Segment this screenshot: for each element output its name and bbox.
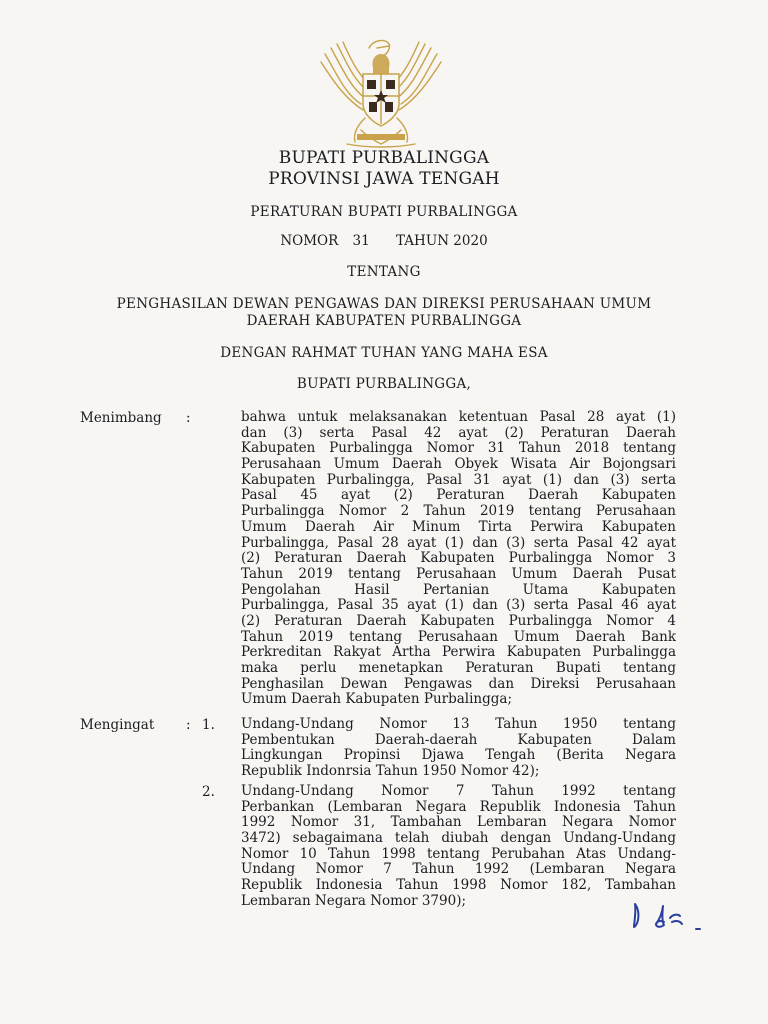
mengingat-line: Perbankan (Lembaran Negara Republik Indonesia Tahun bbox=[241, 799, 676, 815]
menimbang-line: maka perlu menetapkan Peraturan Bupati tentang bbox=[241, 661, 676, 676]
menimbang-colon: : bbox=[186, 410, 191, 426]
about-heading: TENTANG bbox=[347, 264, 421, 280]
menimbang-paragraph bbox=[241, 410, 676, 708]
menimbang-line: bahwa untuk melaksanakan ketentuan Pasal 28 ayat (1) bbox=[241, 410, 676, 425]
menimbang-line: Umum Daerah Kabupaten Purbalingga; bbox=[241, 692, 513, 708]
mengingat-line: Undang-Undang Nomor 13 Tahun 1950 tentang bbox=[241, 717, 676, 732]
menimbang-line: Perkreditan Rakyat Artha Perwira Kabupaten Purbalingga bbox=[241, 645, 676, 661]
blessing-line: DENGAN RAHMAT TUHAN YANG MAHA ESA bbox=[220, 345, 548, 361]
garuda-emblem bbox=[317, 34, 445, 152]
province-title: PROVINSI JAWA TENGAH bbox=[268, 169, 500, 189]
mengingat-line: Republik Indonrsia Tahun 1950 Nomor 42); bbox=[241, 764, 540, 780]
regulation-number bbox=[0, 233, 768, 249]
subject-line-2: DAERAH KABUPATEN PURBALINGGA bbox=[246, 313, 522, 329]
mengingat-line: 1992 Nomor 31, Tambahan Lembaran Negara Nomor bbox=[241, 815, 676, 831]
mengingat-item-2 bbox=[241, 784, 676, 910]
menimbang-line: Purbalingga, Pasal 35 ayat (1) dan (3) serta Pasal 46 ayat bbox=[241, 598, 676, 614]
mengingat-item-1 bbox=[241, 717, 676, 780]
mengingat-line: Undang Nomor 7 Tahun 1992 (Lembaran Negara bbox=[241, 862, 676, 878]
mengingat-line: Pembentukan Daerah-daerah Kabupaten Dalam bbox=[241, 732, 676, 748]
mengingat-colon: : bbox=[186, 717, 191, 733]
regent-title: BUPATI PURBALINGGA bbox=[278, 148, 490, 168]
mengingat-line: Undang-Undang Nomor 7 Tahun 1992 tentang bbox=[241, 784, 676, 799]
issuer-line: BUPATI PURBALINGGA, bbox=[296, 376, 472, 392]
number-label: NOMOR bbox=[280, 233, 339, 249]
menimbang-line: Tahun 2019 tentang Perusahaan Umum Daerah Pusat bbox=[241, 566, 676, 582]
mengingat-line: Republik Indonesia Tahun 1998 Nomor 182, Tambahan bbox=[241, 878, 676, 894]
mengingat-line: Nomor 10 Tahun 1998 tentang Perubahan Atas Undang- bbox=[241, 846, 676, 862]
year-label: TAHUN 2020 bbox=[396, 233, 488, 249]
menimbang-line: Pengolahan Hasil Pertanian Utama Kabupaten bbox=[241, 582, 676, 598]
menimbang-line: Pasal 45 ayat (2) Peraturan Daerah Kabupaten bbox=[241, 488, 676, 504]
menimbang-line: Penghasilan Dewan Pengawas dan Direksi Perusahaan bbox=[241, 676, 676, 692]
menimbang-line: Perusahaan Umum Daerah Obyek Wisata Air Bojongsari bbox=[241, 457, 676, 473]
menimbang-line: Tahun 2019 tentang Perusahaan Umum Daerah Bank bbox=[241, 629, 676, 645]
menimbang-line: (2) Peraturan Daerah Kabupaten Purbalingga Nomor 4 bbox=[241, 613, 676, 629]
menimbang-line: Purbalingga, Pasal 28 ayat (1) dan (3) serta Pasal 42 ayat bbox=[241, 535, 676, 551]
regulation-type: PERATURAN BUPATI PURBALINGGA bbox=[250, 204, 518, 220]
menimbang-line: Purbalingga Nomor 2 Tahun 2019 tentang Perusahaan bbox=[241, 504, 676, 520]
initials-signature bbox=[626, 894, 716, 934]
menimbang-line: Kabupaten Purbalingga, Pasal 31 ayat (1) dan (3) serta bbox=[241, 472, 676, 488]
item-number: 2. bbox=[202, 784, 215, 800]
item-number: 1. bbox=[202, 717, 215, 733]
subject-line-1: PENGHASILAN DEWAN PENGAWAS DAN DIREKSI PERUSAHAAN UMUM bbox=[116, 296, 652, 312]
mengingat-line: 3472) sebagaimana telah diubah dengan Undang-Undang bbox=[241, 831, 676, 847]
menimbang-line: Kabupaten Purbalingga Nomor 31 Tahun 2018 tentang bbox=[241, 441, 676, 457]
mengingat-line: Lembaran Negara Nomor 3790); bbox=[241, 893, 467, 909]
menimbang-line: Umum Daerah Air Minum Tirta Perwira Kabupaten bbox=[241, 519, 676, 535]
menimbang-line: dan (3) serta Pasal 42 ayat (2) Peraturan Daerah bbox=[241, 425, 676, 441]
number-value: 31 bbox=[352, 233, 370, 249]
menimbang-label: Menimbang bbox=[80, 410, 162, 426]
mengingat-line: Lingkungan Propinsi Djawa Tengah (Berita Negara bbox=[241, 748, 676, 764]
menimbang-line: (2) Peraturan Daerah Kabupaten Purbalingga Nomor 3 bbox=[241, 551, 676, 567]
mengingat-label: Mengingat bbox=[80, 717, 155, 733]
